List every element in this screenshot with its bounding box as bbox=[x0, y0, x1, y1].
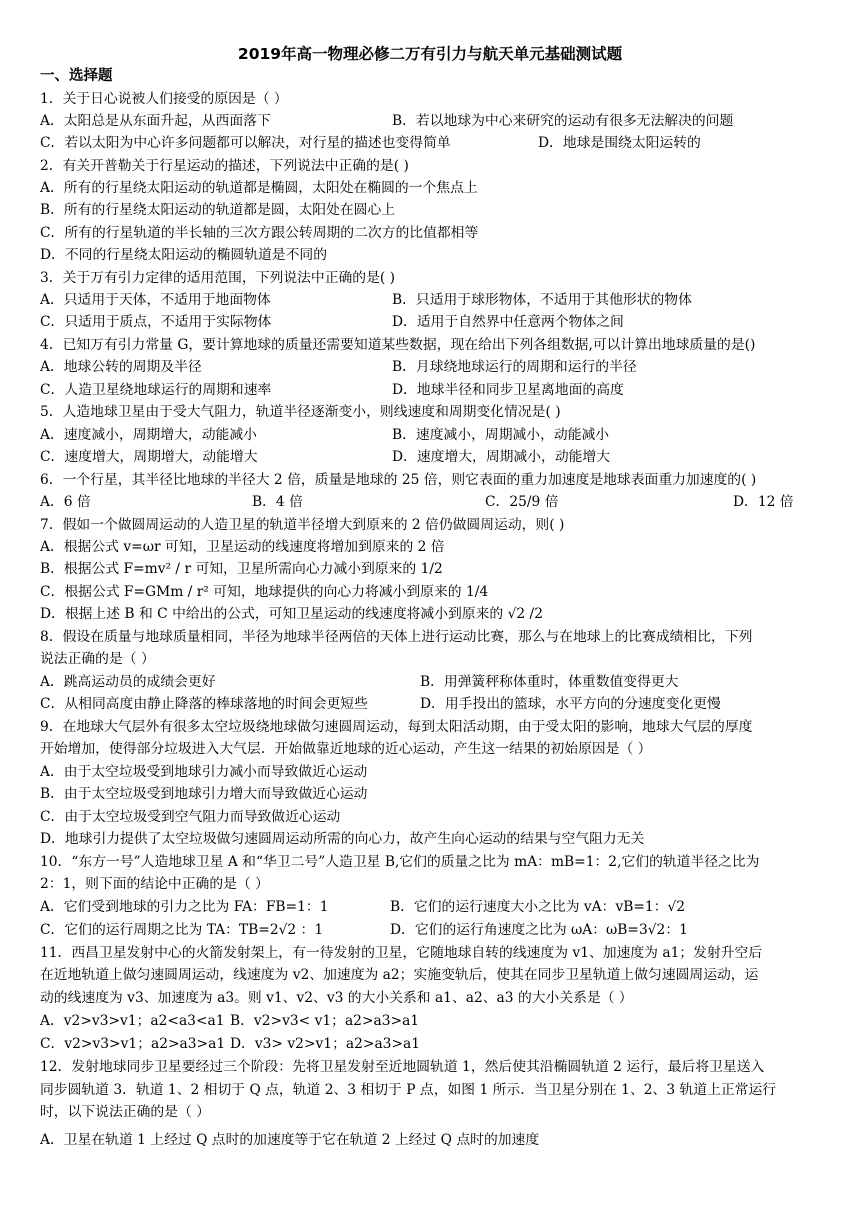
answer-option: D．地球是围绕太阳运转的 bbox=[538, 135, 701, 151]
text-line: C．根据公式 F=GMm / r² 可知，地球提供的向心力将减小到原来的 1/4 bbox=[40, 584, 489, 600]
text-line: 时，以下说法正确的是（ ） bbox=[40, 1104, 210, 1120]
text-line bbox=[40, 491, 822, 513]
text-line: 8．假设在质量与地球质量相同，半径为地球半径两倍的天体上进行运动比赛，那么与在地球上的比赛成绩相比，下列 bbox=[40, 629, 753, 645]
text-line: 在近地轨道上做匀速圆周运动，线速度为 v2、加速度为 a2；实施变轨后，使其在同步卫星轨道上做匀速圆周运动，运 bbox=[40, 967, 759, 983]
text-line bbox=[40, 110, 822, 132]
text-line bbox=[40, 1010, 822, 1032]
answer-option: C．它们的运行周期之比为 TA：TB=2√2 ：1 bbox=[40, 922, 324, 938]
answer-option: D．它们的运行角速度之比为 ωA：ωB=3√2：1 bbox=[390, 922, 688, 938]
answer-option: A．6 倍 bbox=[40, 494, 91, 510]
text-line bbox=[40, 896, 822, 918]
answer-option: B．月球绕地球运行的周期和运行的半径 bbox=[392, 359, 637, 375]
text-line: 5．人造地球卫星由于受大气阻力，轨道半径逐渐变小，则线速度和周期变化情况是( ) bbox=[40, 404, 561, 420]
answer-option: C．速度增大，周期增大，动能增大 bbox=[40, 449, 258, 465]
text-line: B．根据公式 F=mv² / r 可知，卫星所需向心力减小到原来的 1/2 bbox=[40, 561, 443, 577]
text-line: D．不同的行星绕太阳运动的椭圆轨道是不同的 bbox=[40, 247, 327, 263]
text-line bbox=[40, 379, 822, 401]
answer-option: A．它们受到地球的引力之比为 FA：FB=1：1 bbox=[40, 899, 329, 915]
text-line: 说法正确的是（ ） bbox=[40, 651, 155, 667]
text-line: C．所有的行星轨道的半长轴的三次方跟公转周期的二次方的比值都相等 bbox=[40, 225, 479, 241]
answer-option: B．若以地球为中心来研究的运动有很多无法解决的问题 bbox=[392, 113, 734, 129]
text-line: D．根据上述 B 和 C 中给出的公式，可知卫星运动的线速度将减小到原来的 √2 /2 bbox=[40, 606, 543, 622]
text-line: D．地球引力提供了太空垃圾做匀速圆周运动所需的向心力，故产生向心运动的结果与空气阻力无关 bbox=[40, 831, 645, 847]
text-line: 4．已知万有引力常量 G，要计算地球的质量还需要知道某些数据，现在给出下列各组数据,可以计算出地球质量的是() bbox=[40, 337, 756, 353]
answer-option: C．若以太阳为中心许多问题都可以解决，对行星的描述也变得简单 bbox=[40, 135, 451, 151]
text-line: 同步圆轨道 3．轨道 1、2 相切于 Q 点，轨道 2、3 相切于 P 点，如图 1 所示．当卫星分别在 1、2、3 轨道上正常运行 bbox=[40, 1082, 777, 1098]
text-line: 9．在地球大气层外有很多太空垃圾绕地球做匀速圆周运动，每到太阳活动期，由于受太阳的影响，地球大气层的厚度 bbox=[40, 719, 753, 735]
text-line: 10．“东方一号”人造地球卫星 A 和“华卫二号”人造卫星 B,它们的质量之比为 mA：mB=1：2,它们的轨道半径之比为 bbox=[40, 854, 760, 870]
answer-option: B．用弹簧秤称体重时，体重数值变得更大 bbox=[420, 674, 679, 690]
answer-option: B．只适用于球形物体，不适用于其他形状的物体 bbox=[392, 292, 692, 308]
answer-option: D．地球半径和同步卫星离地面的高度 bbox=[392, 382, 624, 398]
answer-option: B．它们的运行速度大小之比为 vA：vB=1：√2 bbox=[390, 899, 686, 915]
text-line bbox=[40, 424, 822, 446]
text-line: 7．假如一个做圆周运动的人造卫星的轨道半径增大到原来的 2 倍仍做圆周运动，则( ) bbox=[40, 517, 565, 533]
answer-option: C．v2>v3>v1；a2>a3>a1 bbox=[40, 1036, 226, 1052]
answer-option: A．地球公转的周期及半径 bbox=[40, 359, 202, 375]
page-title: 2019年高一物理必修二万有引力与航天单元基础测试题 bbox=[237, 45, 623, 63]
text-line: A．卫星在轨道 1 上经过 Q 点时的加速度等于它在轨道 2 上经过 Q 点时的加速度 bbox=[40, 1132, 540, 1148]
text-line: 11．西昌卫星发射中心的火箭发射架上，有一待发射的卫星，它随地球自转的线速度为 v1、加速度为 a1；发射升空后 bbox=[40, 945, 763, 961]
text-line: 3．关于万有引力定律的适用范围，下列说法中正确的是( ) bbox=[40, 270, 396, 286]
answer-option: D．12 倍 bbox=[733, 494, 794, 510]
answer-option: B．v2>v3< v1；a2>a3>a1 bbox=[230, 1013, 420, 1029]
text-line: 6．一个行星，其半径比地球的半径大 2 倍，质量是地球的 25 倍，则它表面的重力加速度是地球表面重力加速度的( ) bbox=[40, 472, 757, 488]
answer-option: D．速度增大，周期减小，动能增大 bbox=[392, 449, 611, 465]
text-line: 开始增加，使得部分垃圾进入大气层．开始做靠近地球的近心运动，产生这一结果的初始原因是（ ） bbox=[40, 741, 652, 757]
text-line: A．根据公式 v=ωr 可知，卫星运动的线速度将增加到原来的 2 倍 bbox=[40, 539, 445, 555]
text-line bbox=[40, 311, 822, 333]
text-line: 12．发射地球同步卫星要经过三个阶段：先将卫星发射至近地圆轨道 1，然后使其沿椭圆轨道 2 运行，最后将卫星送入 bbox=[40, 1059, 765, 1075]
text-line bbox=[40, 671, 822, 693]
text-line bbox=[40, 289, 822, 311]
text-line bbox=[40, 693, 822, 715]
answer-option: A．只适用于天体，不适用于地面物体 bbox=[40, 292, 271, 308]
text-line bbox=[40, 356, 822, 378]
text-line: C．由于太空垃圾受到空气阻力而导致做近心运动 bbox=[40, 809, 341, 825]
text-line: 2：1，则下面的结论中正确的是（ ） bbox=[40, 876, 269, 892]
text-line bbox=[40, 919, 822, 941]
answer-option: B．4 倍 bbox=[252, 494, 303, 510]
text-line: A．所有的行星绕太阳运动的轨道都是椭圆，太阳处在椭圆的一个焦点上 bbox=[40, 180, 478, 196]
answer-option: C．25/9 倍 bbox=[485, 494, 559, 510]
text-line bbox=[40, 1033, 822, 1055]
answer-option: D．适用于自然界中任意两个物体之间 bbox=[392, 314, 624, 330]
answer-option: A．太阳总是从东面升起，从西面落下 bbox=[40, 113, 271, 129]
text-line bbox=[40, 446, 822, 468]
text-line: A．由于太空垃圾受到地球引力减小而导致做近心运动 bbox=[40, 764, 368, 780]
answer-option: C．从相同高度由静止降落的棒球落地的时间会更短些 bbox=[40, 696, 368, 712]
answer-option: C．只适用于质点，不适用于实际物体 bbox=[40, 314, 272, 330]
text-line: B．由于太空垃圾受到地球引力增大而导致做近心运动 bbox=[40, 786, 368, 802]
text-line: B．所有的行星绕太阳运动的轨道都是圆，太阳处在圆心上 bbox=[40, 202, 396, 218]
answer-option: D．用手投出的篮球，水平方向的分速度变化更慢 bbox=[420, 696, 721, 712]
answer-option: A．跳高运动员的成绩会更好 bbox=[40, 674, 216, 690]
text-line: 2．有关开普勒关于行星运动的描述，下列说法中正确的是( ) bbox=[40, 158, 409, 174]
answer-option: D．v3> v2>v1；a2>a3>a1 bbox=[230, 1036, 421, 1052]
text-line bbox=[40, 132, 822, 154]
section-heading: 一、选择题 bbox=[40, 68, 113, 84]
text-line: 1．关于日心说被人们接受的原因是（ ） bbox=[40, 91, 288, 107]
answer-option: A．v2>v3>v1；a2<a3<a1 bbox=[40, 1013, 225, 1029]
text-line: 动的线速度为 v3、加速度为 a3。则 v1、v2、v3 的大小关系和 a1、a2、a3 的大小关系是（ ） bbox=[40, 990, 633, 1006]
answer-option: C．人造卫星绕地球运行的周期和速率 bbox=[40, 382, 272, 398]
answer-option: A．速度减小，周期增大，动能减小 bbox=[40, 427, 257, 443]
answer-option: B．速度减小，周期减小，动能减小 bbox=[392, 427, 610, 443]
